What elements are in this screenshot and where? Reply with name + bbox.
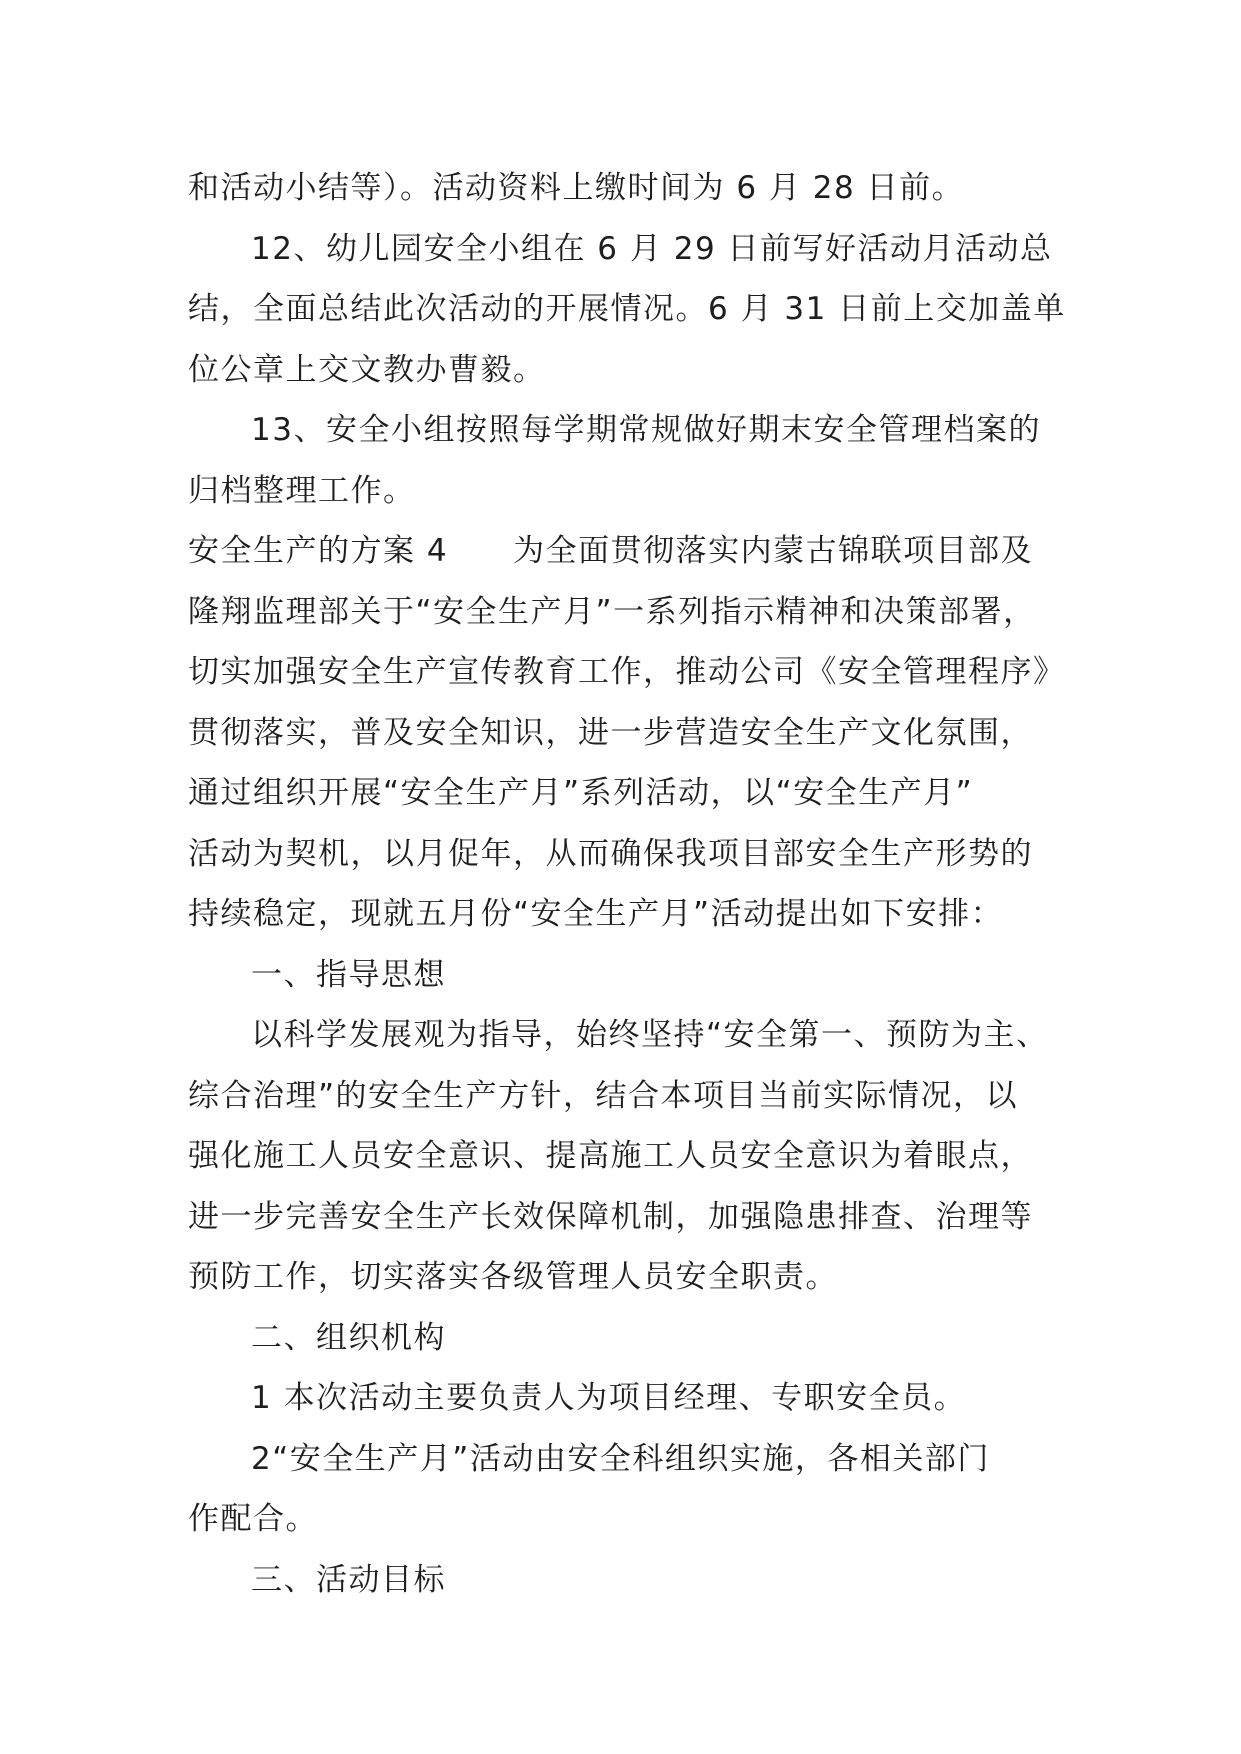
text-line: 通过组织开展“安全生产月”系列活动，以“安全生产月” bbox=[188, 775, 974, 811]
text-line: 切实加强安全生产宣传教育工作，推动公司《安全管理程序》 bbox=[188, 654, 1066, 690]
text-line: 预防工作，切实落实各级管理人员安全职责。 bbox=[188, 1259, 838, 1295]
section-heading-line: 安全生产的方案 4 为全面贯彻落实内蒙古锦联项目部及 bbox=[188, 533, 1034, 569]
text-line: 2“安全生产月”活动由安全科组织实施，各相关部门 bbox=[251, 1440, 990, 1477]
subheading: 一、指导思想 bbox=[251, 956, 446, 993]
text-line: 活动为契机，以月促年，从而确保我项目部安全生产形势的 bbox=[188, 835, 1033, 872]
text-line: 贯彻落实，普及安全知识，进一步营造安全生产文化氛围， bbox=[188, 714, 1033, 751]
text-line: 综合治理”的安全生产方针，结合本项目当前实际情况，以 bbox=[188, 1077, 1019, 1114]
subheading: 二、组织机构 bbox=[251, 1319, 446, 1356]
text-line: 和活动小结等）。活动资料上缴时间为 6 月 28 日前。 bbox=[188, 170, 965, 206]
text-line: 持续稳定，现就五月份“安全生产月”活动提出如下安排： bbox=[188, 896, 1004, 932]
text-line: 位公章上交文教办曹毅。 bbox=[188, 351, 546, 388]
text-line: 13、安全小组按照每学期常规做好期末安全管理档案的 bbox=[251, 412, 1041, 448]
text-line: 强化施工人员安全意识、提高施工人员安全意识为着眼点， bbox=[188, 1138, 1033, 1174]
text-line: 结，全面总结此次活动的开展情况。6 月 31 日前上交加盖单 bbox=[188, 291, 1066, 327]
document-body bbox=[188, 158, 1068, 1610]
subheading: 三、活动目标 bbox=[251, 1561, 446, 1598]
text-line: 归档整理工作。 bbox=[188, 472, 416, 509]
text-line: 以科学发展观为指导，始终坚持“安全第一、预防为主、 bbox=[251, 1017, 1049, 1053]
text-line: 隆翔监理部关于“安全生产月”一系列指示精神和决策部署， bbox=[188, 593, 1036, 630]
text-line: 1 本次活动主要负责人为项目经理、专职安全员。 bbox=[251, 1380, 967, 1416]
text-line: 12、幼儿园安全小组在 6 月 29 日前写好活动月活动总 bbox=[251, 230, 1053, 267]
text-line: 进一步完善安全生产长效保障机制，加强隐患排查、治理等 bbox=[188, 1198, 1033, 1235]
text-line: 作配合。 bbox=[188, 1501, 318, 1537]
